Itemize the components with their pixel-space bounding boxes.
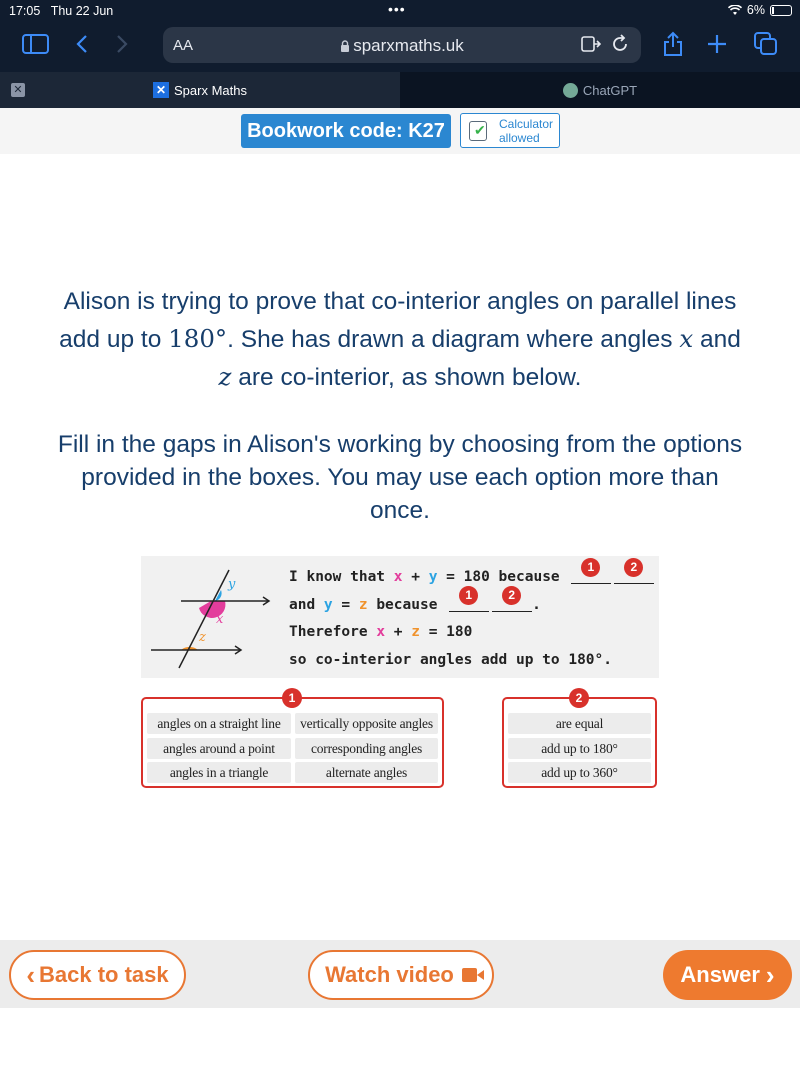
calculator-allowed-badge bbox=[460, 113, 560, 148]
status-bar bbox=[0, 0, 800, 22]
diagram-label-z: z bbox=[199, 630, 206, 645]
option-angles-around-point[interactable]: angles around a point bbox=[147, 738, 291, 759]
wifi-icon bbox=[728, 5, 742, 16]
proof-line-3: Therefore x + z = 180 bbox=[289, 624, 473, 640]
back-nav-icon[interactable] bbox=[76, 34, 88, 54]
tabs-overview-icon[interactable] bbox=[754, 32, 778, 56]
option-angles-on-straight-line[interactable]: angles on a straight line bbox=[147, 713, 291, 734]
diagram-label-x: x bbox=[216, 612, 224, 627]
tab-label: Sparx Maths bbox=[174, 82, 247, 98]
option-are-equal[interactable]: are equal bbox=[508, 713, 651, 734]
chevron-right-icon: › bbox=[765, 959, 775, 990]
close-tab-icon[interactable]: ✕ bbox=[11, 83, 25, 97]
gap-2b[interactable]: 2 bbox=[492, 596, 532, 612]
diagram-label-y: y bbox=[228, 577, 236, 592]
tab-bar bbox=[0, 72, 800, 108]
options-box-1-number: 1 bbox=[282, 688, 302, 708]
browser-chrome bbox=[0, 0, 800, 72]
share-icon[interactable] bbox=[663, 31, 683, 57]
forward-nav-icon[interactable] bbox=[116, 34, 128, 54]
question-paragraph-2: Fill in the gaps in Alison's working by choosing from the options provided in the boxes. You may use each option more than once. bbox=[57, 431, 743, 524]
parallel-lines-diagram bbox=[141, 556, 281, 678]
url-text[interactable]: sparxmaths.uk bbox=[163, 36, 641, 56]
proof-panel bbox=[141, 556, 659, 678]
new-tab-icon[interactable] bbox=[707, 34, 727, 54]
status-right bbox=[728, 3, 792, 17]
option-corresponding[interactable]: corresponding angles bbox=[295, 738, 438, 759]
proof-line-2: and y = z because 1 2 . bbox=[289, 588, 541, 613]
tab-label: ChatGPT bbox=[582, 82, 638, 98]
option-vertically-opposite[interactable]: vertically opposite angles bbox=[295, 713, 438, 734]
reload-icon[interactable] bbox=[611, 33, 629, 53]
back-to-task-button[interactable]: ‹ Back to task bbox=[9, 950, 186, 1000]
option-angles-in-triangle[interactable]: angles in a triangle bbox=[147, 762, 291, 783]
options-box-2-number: 2 bbox=[569, 688, 589, 708]
watch-video-button[interactable]: Watch video bbox=[308, 950, 494, 1000]
proof-line-4: so co-interior angles add up to 180°. bbox=[289, 652, 613, 668]
option-add-up-180[interactable]: add up to 180° bbox=[508, 738, 651, 759]
options-box-1 bbox=[141, 691, 444, 788]
option-alternate[interactable]: alternate angles bbox=[295, 762, 438, 783]
address-bar[interactable] bbox=[163, 27, 641, 63]
battery-percent: 6% bbox=[746, 3, 765, 17]
lock-icon bbox=[340, 40, 350, 52]
bookwork-strip bbox=[0, 108, 800, 154]
tab-sparx-maths[interactable] bbox=[0, 72, 400, 108]
calculator-line1: Calculator bbox=[499, 117, 554, 131]
answer-button[interactable]: Answer › bbox=[663, 950, 792, 1000]
tab-chatgpt[interactable] bbox=[400, 72, 800, 108]
battery-icon bbox=[770, 5, 792, 16]
chevron-left-icon: ‹ bbox=[26, 959, 36, 990]
bookwork-code: Bookwork code: K27 bbox=[241, 114, 451, 148]
browser-toolbar bbox=[0, 22, 800, 72]
gap-1a[interactable]: 1 bbox=[571, 568, 611, 584]
multitask-dots[interactable]: ••• bbox=[388, 1, 406, 17]
calculator-line2: allowed bbox=[499, 131, 540, 145]
reader-icon[interactable] bbox=[581, 35, 601, 53]
status-time: 17:05 Thu 22 Jun bbox=[9, 4, 114, 18]
calculator-icon bbox=[469, 121, 487, 141]
chatgpt-favicon-icon bbox=[563, 83, 578, 98]
proof-line-1: I know that x + y = 180 because 1 2 bbox=[289, 568, 654, 585]
bottom-action-bar bbox=[0, 940, 800, 1008]
text-size-button[interactable]: AA bbox=[173, 37, 194, 54]
video-camera-icon bbox=[462, 968, 477, 982]
question-paragraph-1: Alison is trying to prove that co-interior angles on parallel lines add up to 180°. She has drawn a diagram where angles x and z are co-interior, as shown below. bbox=[59, 288, 741, 391]
option-add-up-360[interactable]: add up to 360° bbox=[508, 762, 651, 783]
gap-2a[interactable]: 2 bbox=[614, 568, 654, 584]
sparx-favicon-icon: ✕ bbox=[153, 82, 169, 98]
options-box-2 bbox=[502, 691, 657, 788]
sidebar-icon[interactable] bbox=[22, 34, 49, 54]
gap-1b[interactable]: 1 bbox=[449, 596, 489, 612]
